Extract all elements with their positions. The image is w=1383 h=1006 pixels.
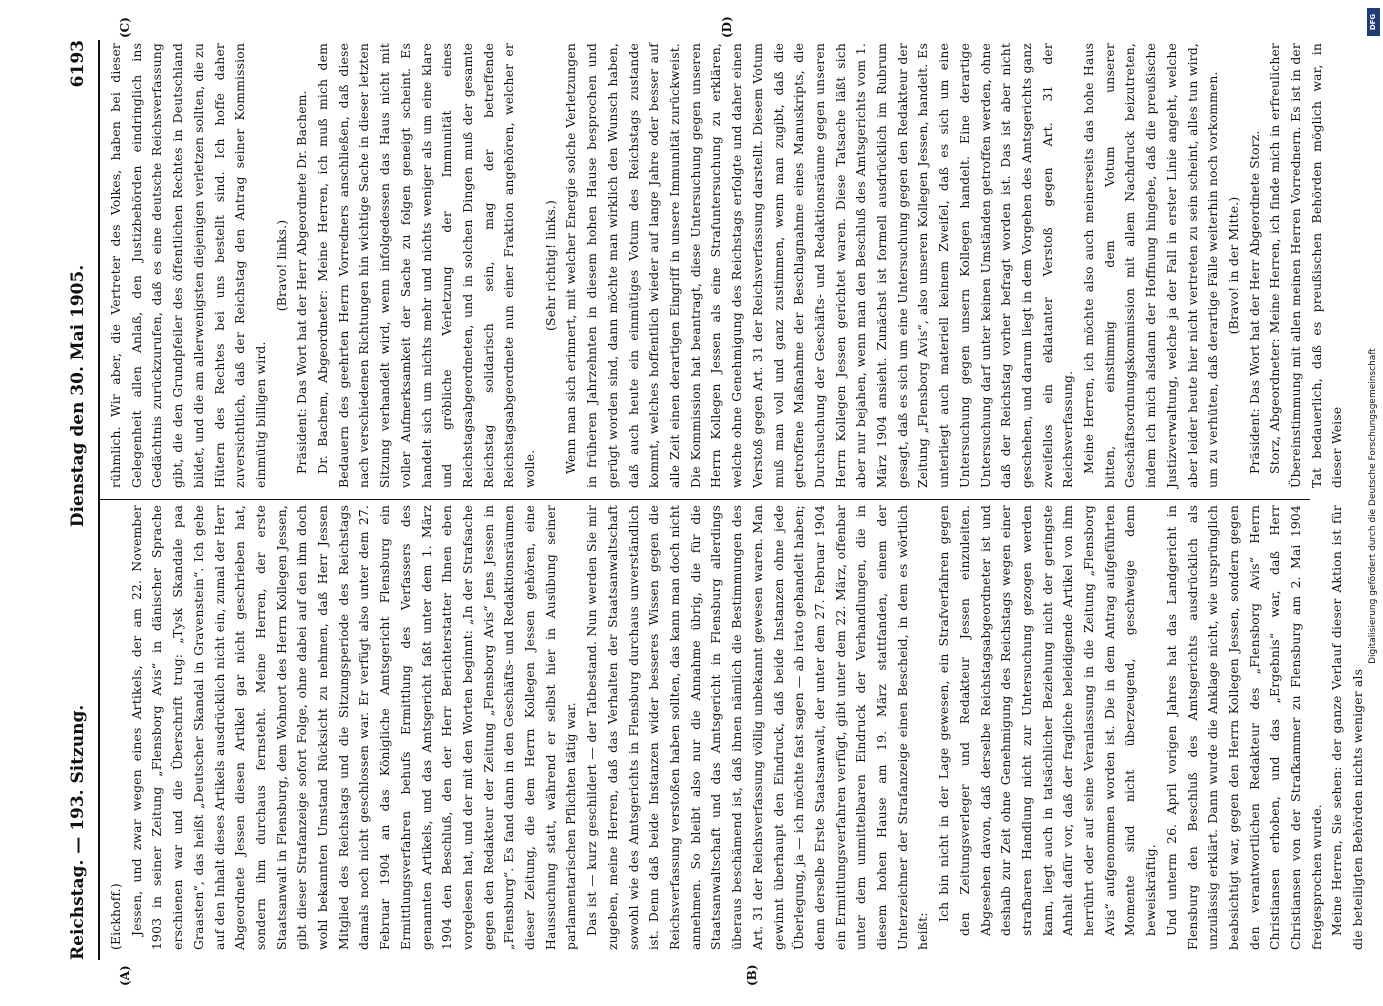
header-rule [98,40,100,960]
margin-marker-a: (A) [118,965,132,986]
paragraph: Wenn man sich erinnert, mit welcher Energie solche Verletzungen in früheren Jahrzehnten in diesem hohen Hause besprochen und gerügt worden sind, dann möchte man wirklich den Wunsch haben, daß auch heute ein einmütiges Votum des Reichstags zustande kommt, welches hoffentlich wieder auf lange Jahre oder besser auf alle Zeit einen derartigen Eingriff in unsere Immunität zurückweist. Die Kommission hat beantragt, diese Untersuchung gegen unseren Herrn Kollegen Jessen als eine Strafuntersuchung zu erklären, welche ohne Genehmigung des Reichstags erfolgte und daher einen Verstoß gegen Art. 31 der Reichsverfassung darstellt. Diesem Votum muß man voll und ganz zustimmen, wenn man zugibt, daß die getroffene Maßnahme der Beschlagnahme eines Manuskripts, die Durchsuchung der Geschäfts- und Redaktionsräume gegen unseren Herrn Kollegen Jessen gerichtet waren. Diese Tatsache läßt sich aber nur bejahen, wenn man den Beschluß des Amtsgerichts vom 1. März 1904 ansieht. Zunächst ist formell ausdrücklich im Rubrum gesagt, daß es sich um eine Untersuchung gegen den Redakteur der Zeitung „Flensborg Avis“, also unseren Kollegen Jessen, handelt. Es unterliegt auch materiell keinem Zweifel, daß es sich um eine Untersuchung gegen unsern Kollegen handelt. Eine derartige Untersuchung darf unter keinen Umständen getroffen werden, ohne daß der Reichstag vorher befragt worden ist. Das ist aber nicht geschehen, und darum liegt in dem Vorgehen des Amtsgerichts ganz zweifellos ein eklatanter Verstoß gegen Art. 31 der Reichsverfassung. [563,43,1076,488]
paragraph: rühmlich. Wir aber, die Vertreter des Volkes, haben bei dieser Gelegenheit allen Anlaß, den Justizbehörden eindringlich ins Gedächtnis zurückzurufen, daß es eine deutsche Reichsverfassung gibt, die den Grundpfeiler des öffentlichen Rechtes in Deutschland bildet, und die am allerwenigsten diejenigen verletzen sollten, die zu Hütern des Rechtes bei uns bestellt sind. Ich hoffe daher zuversichtlich, daß der Reichstag den Antrag seiner Kommission einmütig billigen wird. [108,43,268,488]
page-header [60,40,96,960]
speech-bachem: Dr. Bachem, Abgeordneter: Meine Herren, ich muß mich dem Bedauern des geehrten Herrn Vorredners anschließen, daß diese nach verschiedenen Richtungen hin wichtige Sache in dieser letzten Sitzung verhandelt wird, wenn infolgedessen das Haus nicht mit voller Aufmerksamkeit der Sache zu folgen geneigt scheint. Es handelt sich um nichts mehr und nichts weniger als um eine klare und gröbliche Verletzung der Immunität eines Reichstagsabgeordneten, und in solchen Dingen muß der gesamte Reichstag solidarisch sein, mag der betreffende Reichstagsabgeordnete nun einer Fraktion angehören, welcher er wolle. [315,43,538,488]
president-remark: Präsident: Das Wort hat der Herr Abgeordnete Storz. [1246,130,1262,474]
quotation: Ich bin nicht in der Lage gewesen, ein Strafverfahren gegen den Zeitungsverleger und Redakteur Jessen einzuleiten. Abgesehen davon, daß derselbe Reichstagsabgeordneter ist und deshalb zur Zeit ohne Genehmigung des Reichstags wegen einer strafbaren Handlung nicht zur Untersuchung gezogen werden kann, liegt auch in tatsächlicher Beziehung nicht der geringste Anhalt dafür vor, daß der fragliche beleidigende Artikel von ihm herrührt oder auf seine Veranlassung in die Zeitung „Flensborg Avis“ aufgenommen worden ist. Die in dem Antrag aufgeführten Momente sind nicht überzeugend, geschweige denn beweiskräftig. [936,505,1159,936]
paragraph: Und unterm 26. April vorigen Jahres hat das Landgericht in Flensburg den Beschluß des Amtsgerichts ausdrücklich als unzulässig erklärt. Dann wurde die Anklage nicht, wie ursprünglich beabsichtigt war, gegen den Herrn Kollegen Jessen, sondern gegen den verantwortlichen Redakteur des „Flensborg Avis“ Herrn Christiansen erhoben, und das „Ergebnis“ war, daß Herr Christiansen von der Strafkammer zu Flensburg am 2. Mai 1904 freigesprochen wurde. [1163,505,1324,950]
column-rule [100,499,1310,500]
speech-storz: Storz, Abgeordneter: Meine Herren, ich finde mich in erfreulicher Übereinstimmung mit allen meinen Herren Vorrednern. Es ist in der Tat bedauerlich, daß es preußischen Behörden möglich war, in dieser Weise [1267,43,1345,488]
paragraph: Meine Herren, Sie sehen: der ganze Verlauf dieser Aktion ist für die beteiligten Behörden nichts weniger als [1329,505,1366,950]
interjection: (Bravo! in der Mitte.) [1225,196,1241,335]
interjection: (Sehr richtig! links.) [542,200,558,331]
paragraph: Das ist — kurz geschildert — der Tatbestand. Nun werden Sie mir zugeben, meine Herren, daß das Verhalten der Staatsanwaltschaft sowohl wie des Amtsgerichts in Flensburg durchaus unverständlich ist. Denn daß beide Instanzen wider besseres Wissen gegen die Reichsverfassung verstoßen haben sollten, das kann man doch nicht annehmen. So bleibt also nur die Annahme übrig, die für die Staatsanwaltschaft und das Amtsgericht in Flensburg allerdings überaus beschämend ist, daß ihnen nämlich die Bestimmungen des Art. 31 der Reichsverfassung völlig unbekannt gewesen waren. Man gewinnt überhaupt den Eindruck, daß beide Instanzen ohne jede Überlegung, ja — ich möchte fast sagen — ab irato gehandelt haben; denn derselbe Erste Staatsanwalt, der unter dem 27. Februar 1904 ein Ermittlungsverfahren verfügt, gibt unter dem 22. März, offenbar unter dem unmittelbaren Eindruck der Verhandlungen, die in diesem hohen Hause am 19. März stattfanden, einem der Unterzeichner der Strafanzeige einen Bescheid, in dem es wörtlich heißt: [584,505,931,950]
paragraph: Meine Herren, ich möchte also auch meinerseits das hohe Haus bitten, einstimmig dem Votum unserer Geschäftsordnungskommission mit allem Nachdruck beizutreten, indem ich mich alsdann der Hoffnung hingebe, daß die preußische Justizverwaltung, welche ja der Fall in erster Linie angeht, welche aber leider heute hier nicht vertreten zu sein scheint, alles tun wird, um zu verhüten, daß derartige Fälle weiterhin noch vorkommen. [1081,43,1221,488]
margin-marker-d: (D) [720,16,734,38]
digitization-credit: Digitalisierung gefördert durch die Deutsche Forschungsgemeinschaft [1368,348,1378,664]
interjection: (Bravo! links.) [273,219,289,312]
paragraph: Jessen, und zwar wegen eines Artikels, der am 22. November 1903 in seiner Zeitung „Flensborg Avis“ in dänischer Sprache erschienen war und die Überschrift trug: „Tysk Skandale paa Graasten“, das heißt „Deutscher Skandal in Gravenstein“. Ich gehe auf den Inhalt dieses Artikels ausdrücklich nicht ein, zumal der Herr Abgeordnete Jessen diesen Artikel gar nicht geschrieben hat, sondern ihm durchaus fernsteht. Meine Herren, der erste Staatsanwalt in Flensburg, dem Wohnort des Herrn Kollegen Jessen, gibt dieser Strafanzeige sofort Folge, ohne dabei auf den ihm doch wohl bekannten Umstand Rücksicht zu nehmen, daß Herr Jessen Mitglied des Reichstags und die Sitzungsperiode des Reichstags damals noch nicht geschlossen war. Er verfügt also unter dem 27. Februar 1904 an das Königliche Amtsgericht Flensburg ein Ermittlungsverfahren behufs Ermittlung des Verfassers des genannten Artikels, und das Amtsgericht faßt unter dem 1. März 1904 den Beschluß, den der Herr Berichterstatter Ihnen eben vorgelesen hat, und der mit den Worten beginnt: „In der Strafsache gegen den Redakteur der Zeitung „Flensborg Avis“ Jens Jessen in „Flensburg“. Es fand dann in den Geschäfts- und Redaktionsräumen dieser Zeitung, die dem Herrn Kollegen Jessen gehören, eine Haussuchung statt, während er selbst hier in Ausübung seiner parlamentarischen Pflichten tätig war. [128,505,579,950]
margin-marker-c: (C) [118,17,132,38]
page-number: 6193 [68,40,88,88]
dfg-badge: DFG [1367,8,1380,36]
margin-marker-b: (B) [745,964,759,986]
header-left: Reichstag. — 193. Sitzung. [68,704,88,960]
right-column [106,43,1348,488]
president-remark: Präsident: Das Wort hat der Herr Abgeordnete Dr. Bachem. [294,90,310,474]
left-column [106,505,1369,950]
speaker-tag: (Eickhoff.) [108,883,123,950]
header-date: Dienstag den 30. Mai 1905. [68,264,88,528]
